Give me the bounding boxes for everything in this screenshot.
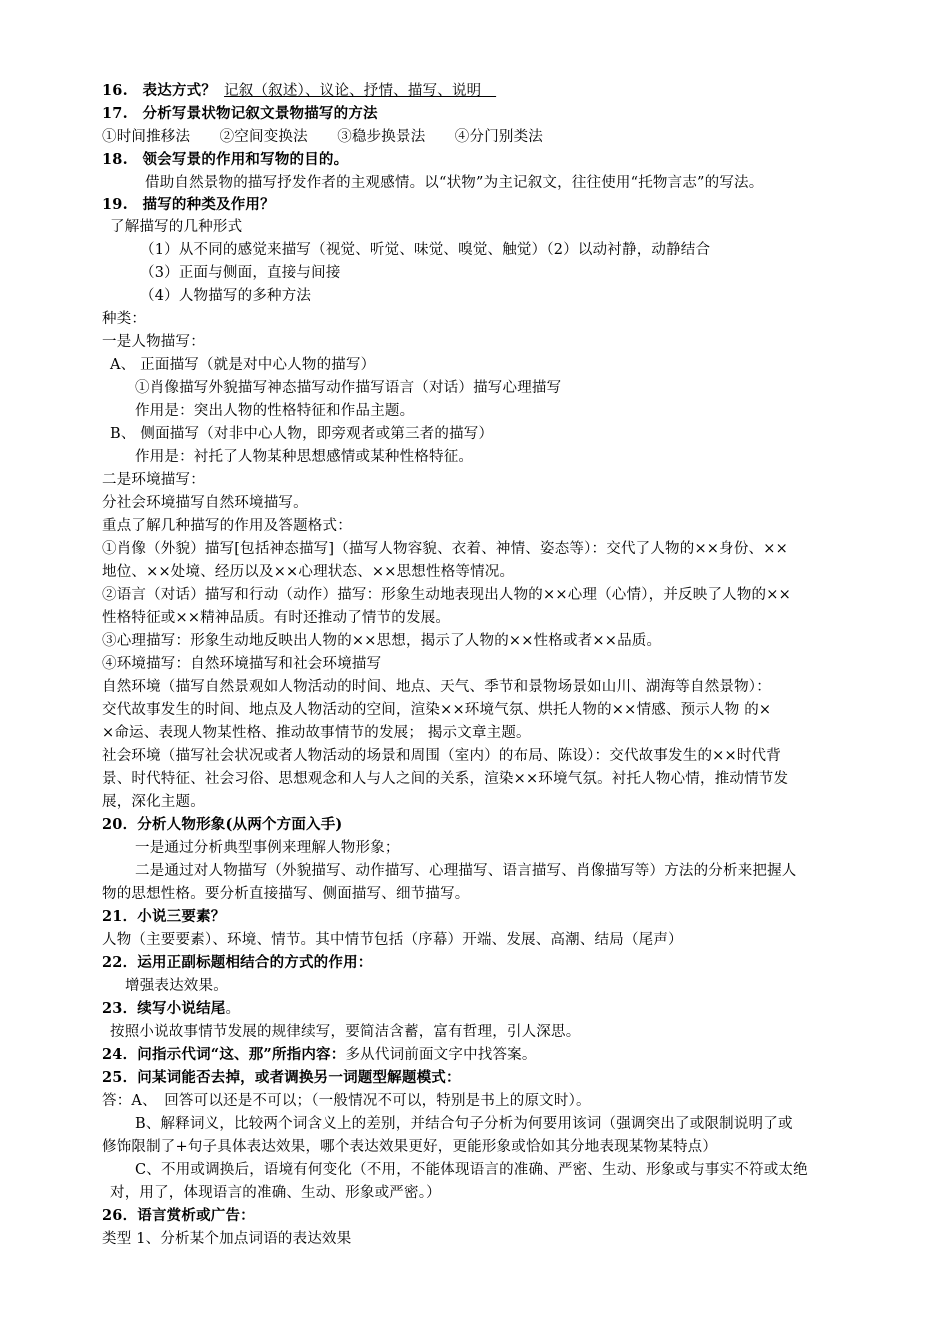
speech-action-description-line-1: ②语言（对话）描写和行动（动作）描写：形象生动地表现出人物的××心理（心情），并反映了人物的×× xyxy=(102,587,791,603)
item-23-period: 。 xyxy=(225,1001,241,1017)
item-23-heading xyxy=(102,998,872,1020)
portrait-description-line-2: 地位、××处境、经历以及××心理状态、××思想性格等情况。 xyxy=(102,564,515,580)
item-23-label: 23．续写小说结尾 xyxy=(102,1000,226,1017)
environment-description-heading: 二是环境描写： xyxy=(102,472,205,488)
portrait-description-line-1: ①肖像（外貌）描写[包括神态描写]（描写人物容貌、衣着、神情、姿态等）：交代了人物的××身份、×× xyxy=(102,541,788,557)
indirect-description: B、 侧面描写（对非中心人物，即旁观者或第三者的描写） xyxy=(110,426,494,442)
item-19-heading: 19. 描写的种类及作用？ xyxy=(102,196,275,213)
item-18-heading: 18. 领会写景的作用和写物的目的。 xyxy=(102,151,349,168)
item-24-label: 24．问指示代词“这、那”所指内容： xyxy=(102,1046,346,1063)
direct-description-effect: 作用是：突出人物的性格特征和作品主题。 xyxy=(135,403,415,419)
answer-format-heading: 重点了解几种描写的作用及答题格式： xyxy=(102,518,352,534)
character-description-heading: 一是人物描写： xyxy=(102,334,205,350)
item-25-answer-b-line-2: 修饰限制了+句子具体表达效果，哪个表达效果更好，更能形象或恰如其分地表现某物某特点） xyxy=(102,1139,718,1155)
types-label: 种类： xyxy=(102,311,147,327)
item-24-answer: 多从代词前面文字中找答案。 xyxy=(345,1047,537,1063)
item-20-point-2-line-1: 二是通过对人物描写（外貌描写、动作描写、心理描写、语言描写、肖像描写等）方法的分析来把握人 xyxy=(135,863,797,879)
item-22-heading: 22．运用正副标题相结合的方式的作用： xyxy=(102,954,373,971)
item-23-text: 按照小说故事情节发展的规律续写，要简洁含蓄，富有哲理，引人深思。 xyxy=(110,1024,581,1040)
item-22-text: 增强表达效果。 xyxy=(125,978,228,994)
psychological-description: ③心理描写：形象生动地反映出人物的××思想，揭示了人物的××性格或者××品质。 xyxy=(102,633,662,649)
social-environment-line-3: 展，深化主题。 xyxy=(102,794,205,810)
item-19-intro: 了解描写的几种形式 xyxy=(110,219,243,235)
item-25-answer-a: 答：A、 回答可以还是不可以；（一般情况不可以，特别是书上的原文时）。 xyxy=(102,1093,591,1109)
direct-description: A、 正面描写（就是对中心人物的描写） xyxy=(110,357,376,373)
natural-environment-line-2: 交代故事发生的时间、地点及人物活动的空间，渲染××环境气氛、烘托人物的××情感、预示人物 的× xyxy=(102,702,772,718)
item-24-heading xyxy=(102,1044,872,1066)
natural-environment-line-3: ×命运、表现人物某性格、推动故事情节的发展； 揭示文章主题。 xyxy=(102,725,531,741)
social-environment-line-2: 景、时代特征、社会习俗、思想观念和人与人之间的关系，渲染××环境气氛。衬托人物心情，推动情节发 xyxy=(102,771,789,787)
natural-environment-line-1: 自然环境（描写自然景观如人物活动的时间、地点、天气、季节和景物场景如山川、湖海等自然景物）： xyxy=(102,679,771,695)
item-17-heading: 17. 分析写景状物记叙文景物描写的方法 xyxy=(102,105,378,122)
item-19-form-1: （1）从不同的感觉来描写（视觉、听觉、味觉、嗅觉、触觉）（2）以动衬静，动静结合 xyxy=(140,242,711,258)
direct-description-types: ①肖像描写外貌描写神态描写动作描写语言（对话）描写心理描写 xyxy=(135,380,562,396)
item-18-text: 借助自然景物的描写抒发作者的主观感情。以“状物”为主记叙文，往往使用“托物言志”的写法。 xyxy=(145,175,764,191)
speech-action-description-line-2: 性格特征或××精神品质。有时还推动了情节的发展。 xyxy=(102,610,451,626)
item-21-heading: 21．小说三要素？ xyxy=(102,908,226,925)
item-21-text: 人物（主要要素）、环境、情节。其中情节包括（序幕）开端、发展、高潮、结局（尾声） xyxy=(102,932,683,948)
item-25-heading: 25．问某词能否去掉，或者调换另一词题型解题模式： xyxy=(102,1069,461,1086)
item-25-answer-c-line-1: C、不用或调换后，语境有何变化（不用，不能体现语言的准确、严密、生动、形象或与事实不符或太绝 xyxy=(135,1162,808,1178)
item-26-heading: 26．语言赏析或广告： xyxy=(102,1207,255,1224)
item-16-answer: 记叙（叙述）、议论、抒情、描写、说明 xyxy=(224,83,497,99)
item-16-heading xyxy=(102,80,872,102)
item-25-answer-c-line-2: 对，用了，体现语言的准确、生动、形象或严密。） xyxy=(110,1185,441,1201)
item-19-form-4: （4）人物描写的多种方法 xyxy=(140,288,312,304)
environment-description: ④环境描写：自然环境描写和社会环境描写 xyxy=(102,656,382,672)
item-17-methods: ①时间推移法 ②空间变换法 ③稳步换景法 ④分门别类法 xyxy=(102,129,543,145)
item-19-form-3: （3）正面与侧面，直接与间接 xyxy=(140,265,341,281)
item-16-label: 16. 表达方式？ xyxy=(102,82,217,99)
indirect-description-effect: 作用是：衬托了人物某种思想感情或某种性格特征。 xyxy=(135,449,474,465)
item-20-point-1: 一是通过分析典型事例来理解人物形象； xyxy=(135,840,400,856)
item-26-type-1: 类型 1、分析某个加点词语的表达效果 xyxy=(102,1231,352,1247)
environment-description-types: 分社会环境描写自然环境描写。 xyxy=(102,495,308,511)
item-20-heading: 20．分析人物形象(从两个方面入手) xyxy=(102,816,343,833)
social-environment-line-1: 社会环境（描写社会状况或者人物活动的场景和周围（室内）的布局、陈设）：交代故事发生的××时代背 xyxy=(102,748,781,764)
item-25-answer-b-line-1: B、解释词义，比较两个词含义上的差别，并结合句子分析为何要用该词（强调突出了或限制说明了或 xyxy=(135,1116,793,1132)
item-20-point-2-line-2: 物的思想性格。要分析直接描写、侧面描写、细节描写。 xyxy=(102,886,470,902)
